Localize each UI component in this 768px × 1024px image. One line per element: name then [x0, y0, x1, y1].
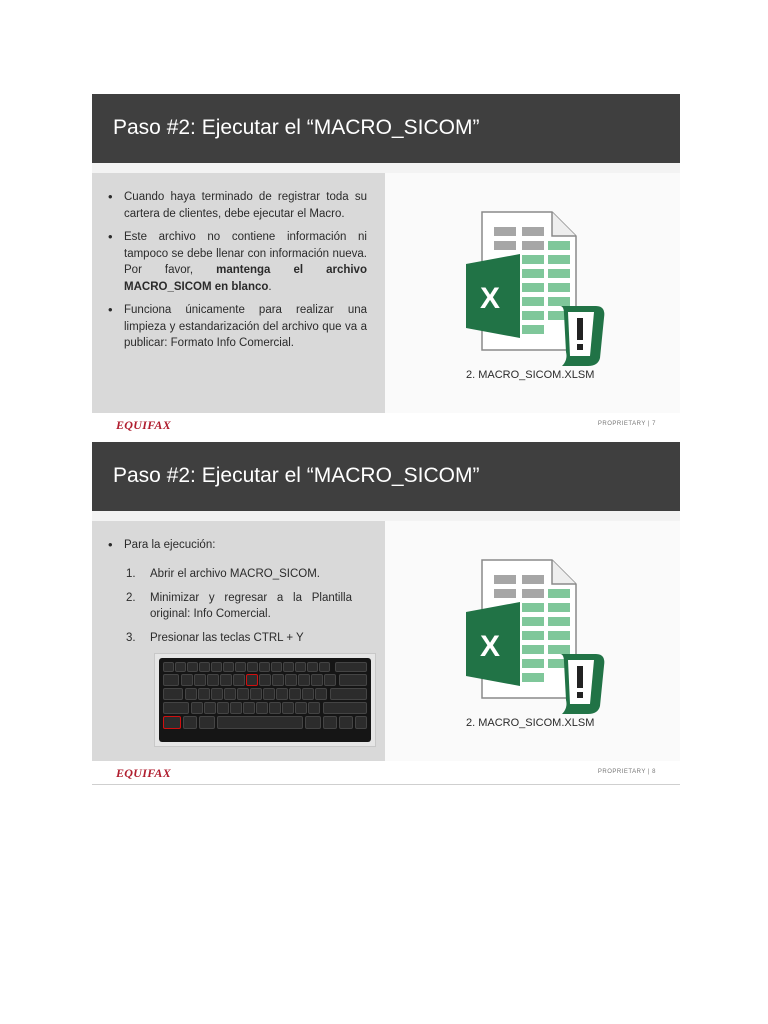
slide-footer: [92, 413, 680, 440]
svg-text:X: X: [480, 282, 501, 315]
divider: [92, 784, 680, 785]
slide-title: Paso #2: Ejecutar el “MACRO_SICOM”: [113, 464, 480, 487]
step-item: 3. Presionar las teclas CTRL + Y: [126, 632, 304, 644]
bullet-item: • Para la ejecución:: [106, 537, 367, 554]
step-item: 1. Abrir el archivo MACRO_SICOM.: [126, 568, 320, 580]
title-bar: [92, 94, 680, 163]
excel-file-icon: [464, 558, 610, 716]
text-panel: [92, 173, 385, 413]
slide-7: [92, 94, 680, 440]
ctrl-key-highlight: [163, 716, 181, 729]
page-footnote: PROPRIETARY | 7: [597, 421, 656, 427]
file-label: 2. MACRO_SICOM.XLSM: [466, 717, 595, 729]
page-footnote: PROPRIETARY | 8: [597, 769, 656, 775]
bullet-item: • Funciona únicamente para realizar una limpieza y estandarización del archivo que va a publicar: Formato Info Comercial.: [106, 302, 367, 352]
equifax-logo: EQUIFAX: [116, 766, 172, 780]
slide-title: Paso #2: Ejecutar el “MACRO_SICOM”: [113, 116, 480, 139]
y-key-highlight: [246, 674, 258, 686]
keyboard-image: [154, 653, 376, 747]
bullet-list: [106, 189, 367, 359]
steps-list: [126, 566, 352, 654]
slide-8: [92, 442, 680, 788]
bullet-item: • Este archivo no contiene información ni tampoco se debe llenar con información nueva. Por favor, mantenga el archivo MACRO_SICOM en blanco.: [106, 229, 367, 295]
emphasis-text: mantenga el archivo MACRO_SICOM en blanco: [124, 264, 367, 293]
title-bar: [92, 442, 680, 511]
equifax-logo: EQUIFAX: [116, 418, 172, 432]
file-label: 2. MACRO_SICOM.XLSM: [466, 369, 595, 381]
bullet-list: [106, 537, 367, 561]
svg-text:X: X: [480, 630, 501, 663]
step-item: 2. Minimizar y regresar a la Plantilla original: Info Comercial.: [126, 592, 352, 620]
bullet-item: • Cuando haya terminado de registrar toda su cartera de clientes, debe ejecutar el Macro.: [106, 189, 367, 222]
excel-file-icon: [464, 210, 610, 368]
